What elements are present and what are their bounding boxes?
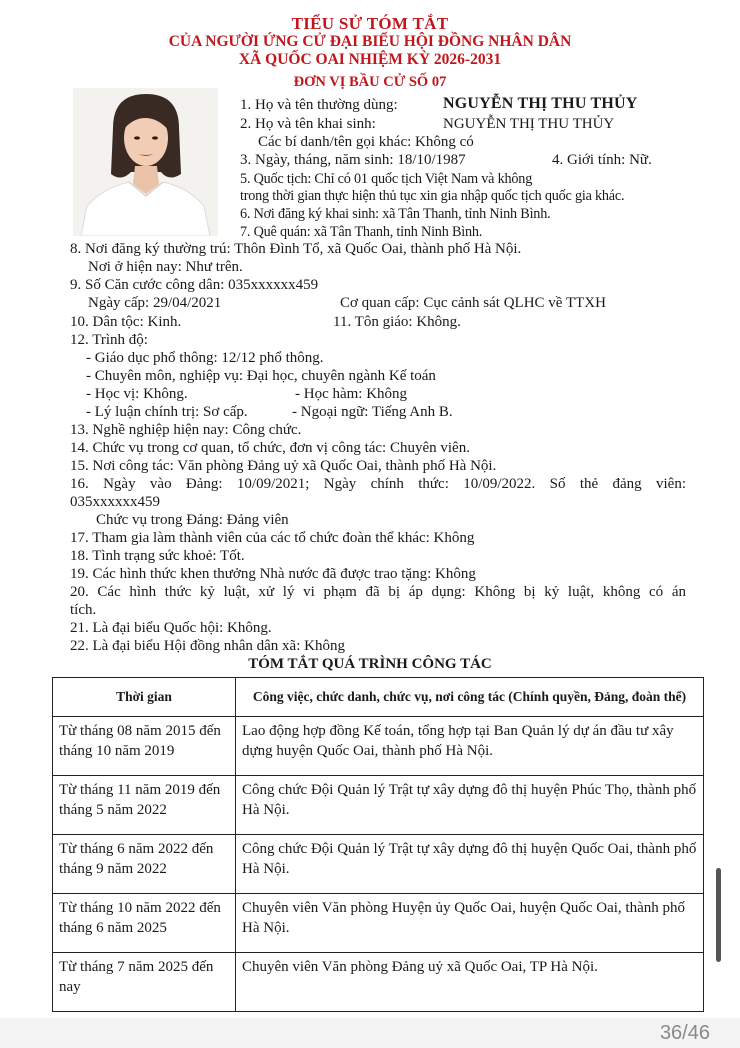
field-hometown: 7. Quê quán: xã Tân Thanh, tỉnh Ninh Bình. — [240, 224, 483, 240]
field-party-card: 035xxxxxx459 — [70, 494, 160, 510]
field-residence: 8. Nơi đăng ký thường trú: Thôn Đình Tổ, xã Quốc Oai, thành phố Hà Nội. — [70, 241, 522, 257]
field-awards: 19. Các hình thức khen thưởng Nhà nước đã được trao tặng: Không — [70, 566, 476, 582]
field-alias: Các bí danh/tên gọi khác: Không có — [258, 134, 474, 150]
field-id-number: 9. Số Căn cước công dân: 035xxxxxx459 — [70, 277, 319, 293]
field-national-assembly: 21. Là đại biểu Quốc hội: Không. — [70, 620, 272, 636]
column-header-time: Thời gian — [53, 678, 236, 717]
field-organizations: 17. Tham gia làm thành viên của các tổ chức đoàn thể khác: Không — [70, 530, 475, 546]
table-row — [53, 953, 704, 1012]
column-header-description: Công việc, chức danh, chức vụ, nơi công tác (Chính quyền, Đảng, đoàn thể) — [236, 678, 704, 717]
field-foreign-language: - Ngoại ngữ: Tiếng Anh B. — [292, 404, 453, 420]
field-gender: 4. Giới tính: Nữ. — [552, 152, 652, 168]
table-row — [53, 776, 704, 835]
candidate-name: NGUYỄN THỊ THU THỦY — [443, 95, 638, 112]
time-cell: Từ tháng 11 năm 2019 đến tháng 5 năm 2022 — [53, 776, 236, 835]
field-workplace: 15. Nơi công tác: Văn phòng Đảng uỷ xã Quốc Oai, thành phố Hà Nội. — [70, 458, 497, 474]
time-cell: Từ tháng 08 năm 2015 đến tháng 10 năm 2019 — [53, 717, 236, 776]
field-nationality: 5. Quốc tịch: Chỉ có 01 quốc tịch Việt Nam và không — [240, 171, 533, 187]
field-ethnicity: 10. Dân tộc: Kinh. — [70, 314, 182, 330]
table-row — [53, 717, 704, 776]
field-id-issue-date: Ngày cấp: 29/04/2021 — [88, 295, 222, 311]
field-health: 18. Tình trạng sức khoẻ: Tốt. — [70, 548, 245, 564]
time-cell: Từ tháng 7 năm 2025 đến nay — [53, 953, 236, 1012]
field-education: 12. Trình độ: — [70, 332, 148, 348]
description-cell: Lao động hợp đồng Kế toán, tổng hợp tại Ban Quản lý dự án đầu tư xây dựng huyện Quốc Oai, thành phố Hà Nội. — [236, 717, 704, 776]
time-cell: Từ tháng 6 năm 2022 đến tháng 9 năm 2022 — [53, 835, 236, 894]
work-history-title: TÓM TẮT QUÁ TRÌNH CÔNG TÁC — [248, 656, 492, 672]
field-birth-name: 2. Họ và tên khai sinh: — [240, 116, 376, 132]
field-political-theory: - Lý luận chính trị: Sơ cấp. — [86, 404, 248, 420]
candidate-photo — [73, 88, 218, 236]
field-specialty: - Chuyên môn, nghiệp vụ: Đại học, chuyên ngành Kế toán — [86, 368, 436, 384]
field-general-education: - Giáo dục phổ thông: 12/12 phổ thông. — [86, 350, 324, 366]
field-nationality-cont: trong thời gian thực hiện thủ tục xin gia nhập quốc tịch quốc gia khác. — [240, 188, 625, 204]
field-current-address: Nơi ở hiện nay: Như trên. — [88, 259, 243, 275]
doc-title: TIỂU SỬ TÓM TẮT — [291, 14, 449, 33]
field-degree: - Học vị: Không. — [86, 386, 188, 402]
description-cell: Công chức Đội Quản lý Trật tự xây dựng đô thị huyện Phúc Thọ, thành phố Hà Nội. — [236, 776, 704, 835]
field-party-join: 16. Ngày vào Đảng: 10/09/2021; Ngày chính thức: 10/09/2022. Số thẻ đảng viên: — [70, 476, 686, 492]
field-birthdate: 3. Ngày, tháng, năm sinh: 18/10/1987 — [240, 152, 466, 168]
field-id-issuer: Cơ quan cấp: Cục cảnh sát QLHC về TTXH — [340, 295, 606, 311]
time-cell: Từ tháng 10 năm 2022 đến tháng 6 năm 2025 — [53, 894, 236, 953]
field-position: 14. Chức vụ trong cơ quan, tổ chức, đơn vị công tác: Chuyên viên. — [70, 440, 470, 456]
field-birth-registration: 6. Nơi đăng ký khai sinh: xã Tân Thanh, tỉnh Ninh Bình. — [240, 206, 551, 222]
field-common-name: 1. Họ và tên thường dùng: — [240, 97, 398, 113]
description-cell: Chuyên viên Văn phòng Đảng uỷ xã Quốc Oai, TP Hà Nội. — [236, 953, 704, 1012]
doc-term: XÃ QUỐC OAI NHIỆM KỲ 2026-2031 — [238, 51, 502, 68]
scrollbar-thumb[interactable] — [716, 868, 721, 962]
field-party-position: Chức vụ trong Đảng: Đảng viên — [96, 512, 289, 528]
birth-name-value: NGUYỄN THỊ THU THỦY — [443, 116, 615, 132]
field-discipline-cont: tích. — [70, 602, 97, 618]
page-indicator: 36/46 — [659, 1022, 710, 1044]
field-people-council: 22. Là đại biểu Hội đồng nhân dân xã: Không — [70, 638, 345, 654]
field-religion: 11. Tôn giáo: Không. — [333, 314, 461, 330]
doc-subtitle: CỦA NGƯỜI ỨNG CỬ ĐẠI BIỂU HỘI ĐỒNG NHÂN DÂN — [168, 33, 572, 50]
description-cell: Chuyên viên Văn phòng Huyện ủy Quốc Oai, huyện Quốc Oai, thành phố Hà Nội. — [236, 894, 704, 953]
description-cell: Công chức Đội Quản lý Trật tự xây dựng đô thị huyện Quốc Oai, thành phố Hà Nội. — [236, 835, 704, 894]
field-occupation: 13. Nghề nghiệp hiện nay: Công chức. — [70, 422, 302, 438]
table-row — [53, 835, 704, 894]
field-academic-title: - Học hàm: Không — [295, 386, 408, 402]
electoral-unit: ĐƠN VỊ BẦU CỬ SỐ 07 — [293, 74, 447, 90]
table-row — [53, 894, 704, 953]
field-discipline: 20. Các hình thức kỷ luật, xử lý vi phạm đã bị áp dụng: Không bị kỷ luật, không có án — [70, 584, 686, 600]
work-history-table — [52, 677, 704, 1012]
